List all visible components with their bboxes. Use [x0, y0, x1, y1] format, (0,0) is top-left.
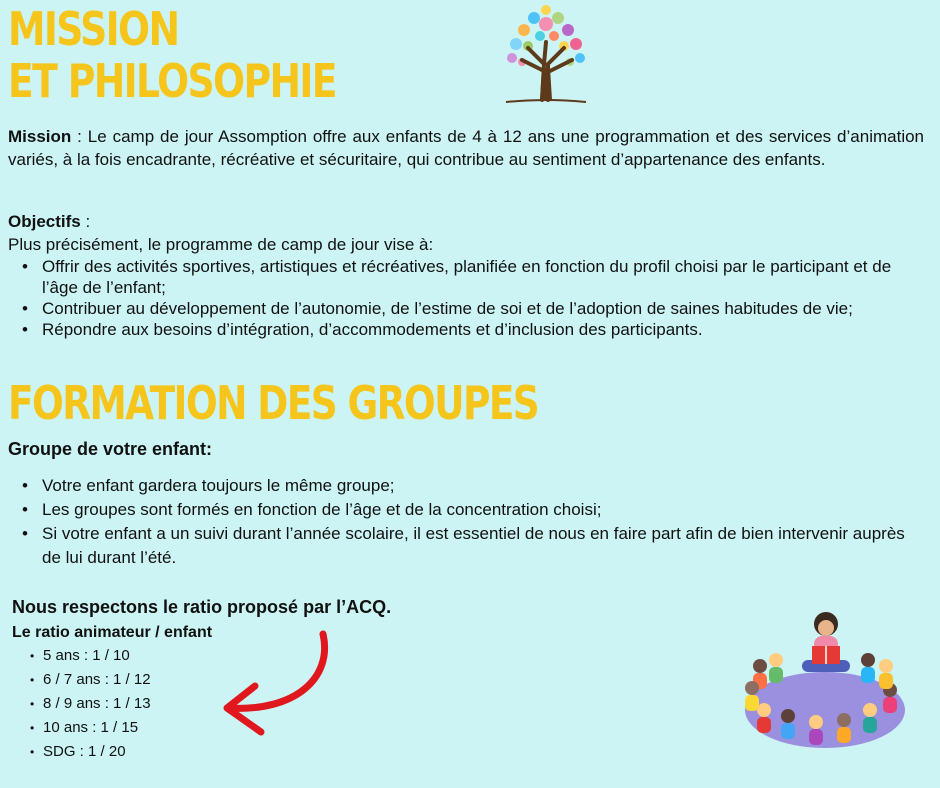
- mission-text: : Le camp de jour Assomption offre aux enfants de 4 à 12 ans une programmation et des services d’animation variés, à la fois encadrante, récréative et sécuritaire, qui contribue au sentiment d’appartenance des enfants.: [8, 127, 924, 169]
- list-item: • Les groupes sont formés en fonction de l’âge et de la concentration choisi;: [42, 498, 924, 522]
- mission-heading: [8, 2, 336, 110]
- list-item: • Répondre aux besoins d’intégration, d’accommodements et d’inclusion des participants.: [42, 319, 924, 340]
- list-item: • Si votre enfant a un suivi durant l’année scolaire, il est essentiel de nous en faire part afin de bien intervenir auprès de lui durant l’été.: [42, 522, 924, 570]
- objectifs-list: [8, 256, 924, 340]
- reading-circle-illustration-icon: [740, 606, 910, 752]
- groupe-list: [8, 474, 924, 570]
- ratio-list: [12, 644, 151, 764]
- list-item: • 5 ans : 1 / 10: [43, 644, 151, 668]
- mission-paragraph: [8, 125, 924, 171]
- mission-heading-line2: ET PHILOSOPHIE: [8, 54, 336, 108]
- list-item: • SDG : 1 / 20: [43, 740, 151, 764]
- objectifs-suffix: :: [80, 212, 91, 231]
- mission-label: Mission: [8, 127, 72, 146]
- list-item: • 10 ans : 1 / 15: [43, 716, 151, 740]
- objectifs-block: [8, 210, 924, 340]
- objectifs-label: Objectifs: [8, 212, 81, 231]
- ratio-subtitle: Le ratio animateur / enfant: [12, 624, 213, 641]
- objectifs-intro: Plus précisément, le programme de camp de jour vise à:: [8, 235, 434, 254]
- groupe-subtitle: Groupe de votre enfant:: [8, 439, 213, 459]
- list-item: • Votre enfant gardera toujours le même groupe;: [42, 474, 924, 498]
- list-item: • Contribuer au développement de l’autonomie, de l’estime de soi et de l’adoption de saines habitudes de vie;: [42, 298, 924, 319]
- curved-red-arrow-icon: [215, 628, 335, 740]
- list-item: • 8 / 9 ans : 1 / 13: [43, 692, 151, 716]
- ratio-title: Nous respectons le ratio proposé par l’ACQ.: [12, 597, 392, 617]
- list-item: • Offrir des activités sportives, artistiques et récréatives, planifiée en fonction du profil choisi par le participant et de l’âge de l’enfant;: [42, 256, 924, 298]
- formation-heading: FORMATION DES GROUPES: [8, 376, 539, 430]
- colorful-tree-icon: [498, 2, 594, 106]
- list-item: • 6 / 7 ans : 1 / 12: [43, 668, 151, 692]
- mission-heading-line1: MISSION: [8, 2, 179, 56]
